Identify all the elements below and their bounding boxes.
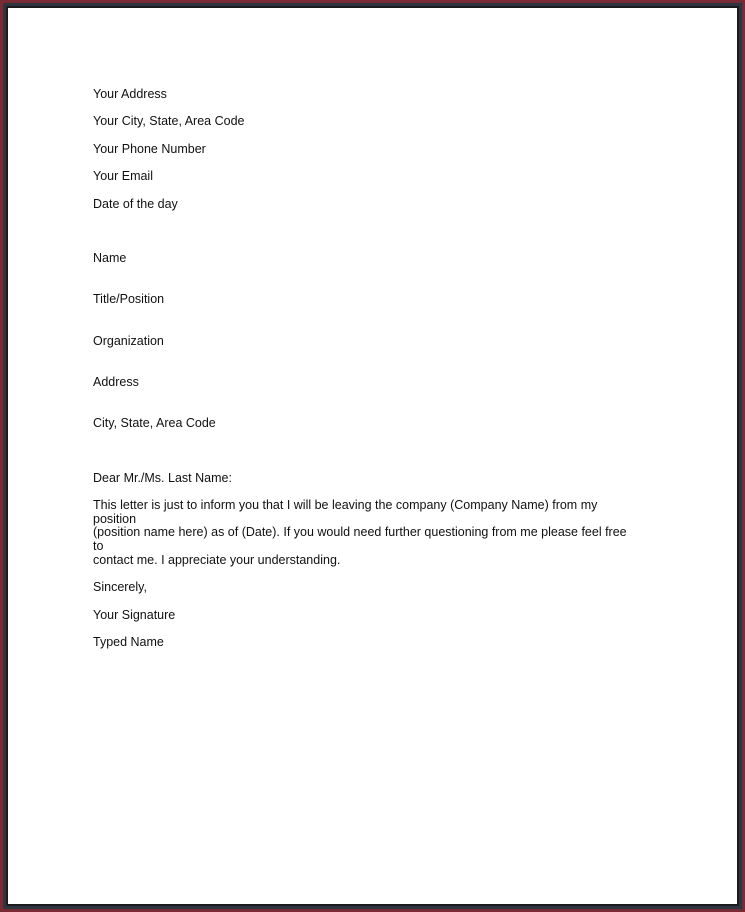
closing: Sincerely, xyxy=(93,580,147,595)
sender-phone: Your Phone Number xyxy=(93,141,206,156)
sender-address: Your Address xyxy=(93,87,167,101)
recipient-title: Title/Position xyxy=(93,292,165,307)
letter-body xyxy=(93,499,638,568)
body-line: This letter is just to inform you that I will be leaving the company (Company Name) from my position xyxy=(93,497,598,526)
sender-city-state-zip: Your City, State, Area Code xyxy=(93,114,245,129)
body-line: contact me. I appreciate your understanding. xyxy=(93,552,341,567)
sender-email: Your Email xyxy=(93,169,153,184)
body-line: (position name here) as of (Date). If you would need further questioning from me please feel free to xyxy=(93,525,627,554)
recipient-name: Name xyxy=(93,251,127,266)
recipient-block xyxy=(93,225,638,458)
recipient-organization: Organization xyxy=(93,333,164,348)
typed-name: Typed Name xyxy=(93,634,164,649)
signature: Your Signature xyxy=(93,607,176,622)
letter-date: Date of the day xyxy=(93,196,178,211)
recipient-address: Address xyxy=(93,374,139,389)
letter-document xyxy=(93,88,638,663)
salutation: Dear Mr./Ms. Last Name: xyxy=(93,470,232,485)
recipient-city-state-zip: City, State, Area Code xyxy=(93,415,216,430)
